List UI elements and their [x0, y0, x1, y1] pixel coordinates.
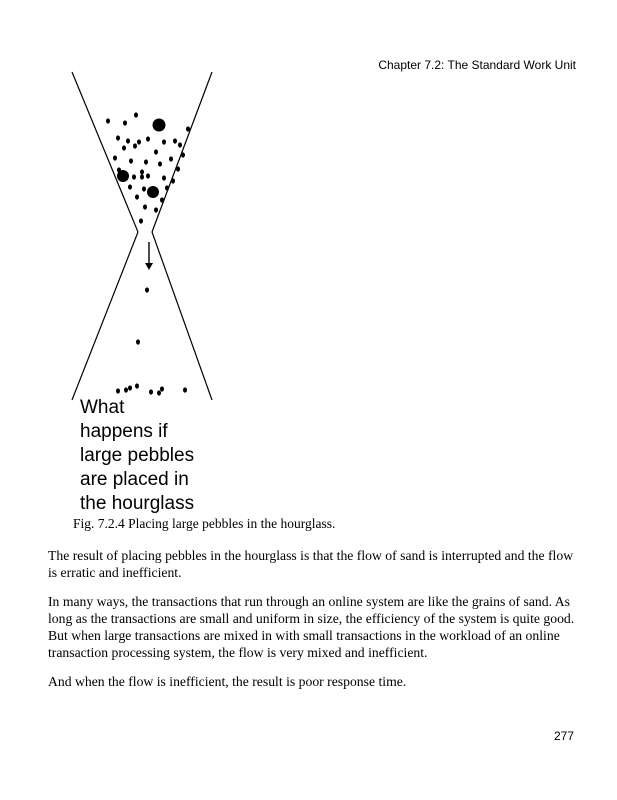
paragraph: And when the flow is inefficient, the result is poor response time. — [48, 674, 407, 689]
hourglass-left-bottom-edge — [72, 232, 138, 400]
illustration-line: the hourglass — [80, 493, 195, 514]
falling-grains — [136, 287, 149, 344]
figure-caption: Fig. 7.2.4 Placing large pebbles in the hourglass. — [73, 516, 336, 531]
sand-grains-top — [106, 112, 190, 223]
sand-grains-bottom — [116, 383, 187, 395]
illustration-line: large pebbles — [80, 445, 195, 466]
hourglass-illustration — [60, 62, 230, 422]
running-header: Chapter 7.2: The Standard Work Unit — [378, 58, 576, 72]
illustration-line: What — [80, 397, 125, 418]
down-arrow-icon — [145, 242, 153, 270]
paragraph: The result of placing pebbles in the hourglass is that the flow of sand is interrupted and the flow is erratic and inefficient. — [48, 548, 574, 580]
hourglass-right-bottom-edge — [152, 232, 212, 400]
illustration-line: happens if — [80, 421, 168, 442]
hourglass-left-top-edge — [72, 72, 138, 232]
paragraph: In many ways, the transactions that run through an online system are like the grains of sand. As long as the transactions are small and uniform in size, the efficiency of the system is quite good. But when large transactions are mixed in with small transactions in the workload of an online transaction processing system, the flow is very mixed and inefficient. — [48, 594, 575, 660]
illustration-text — [80, 396, 280, 516]
page-number: 277 — [553, 729, 574, 743]
hourglass-right-top-edge — [152, 72, 212, 232]
illustration-line: are placed in — [80, 469, 189, 490]
large-pebbles — [117, 119, 166, 199]
body-text — [48, 547, 578, 702]
